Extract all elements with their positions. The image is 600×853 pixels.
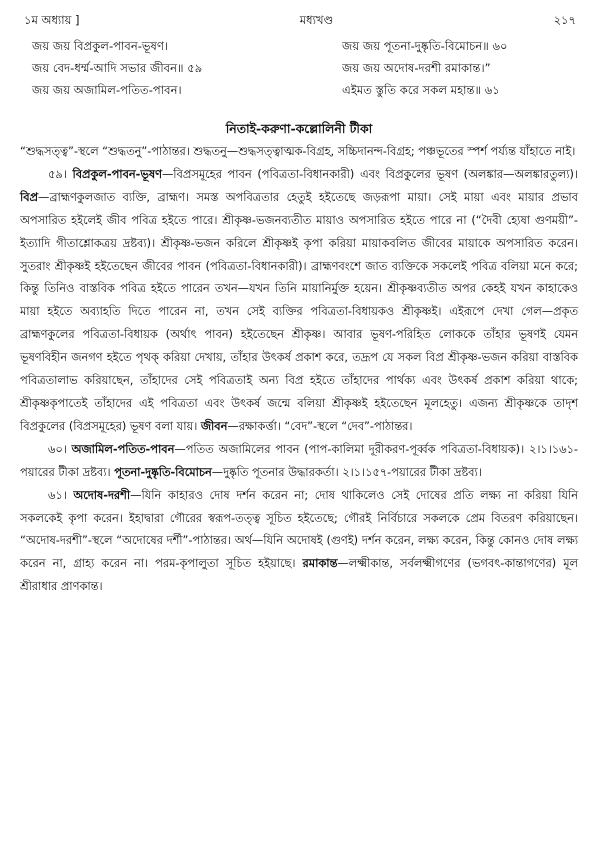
commentary-term: অজামিল-পতিত-পাবন — [71, 441, 175, 456]
verse-row — [20, 58, 578, 80]
commentary-term: বিপ্র — [20, 189, 39, 204]
commentary-text: “শুদ্ধসত্ত্ব”-স্থলে “শুদ্ধতনু”-পাঠান্তর। শুদ্ধতনু—শুদ্ধসত্ত্বাত্মক-বিগ্রহ, সচ্চিদানন্দ-বিগ্রহ; পঞ্চভূতের স্পর্শ পর্য্যন্ত যাঁহাতে নাই। — [20, 144, 576, 158]
verse-row — [20, 36, 578, 58]
commentary-paragraph — [20, 484, 578, 599]
commentary-body — [20, 140, 578, 598]
commentary-title: নিতাই-করুণা-কল্লোলিনী টীকা — [225, 121, 373, 136]
section-label: মধ্যখণ্ড — [299, 13, 334, 27]
verse-row — [20, 80, 578, 102]
commentary-text: —লক্ষ্মীকান্ত, সর্বলক্ষ্মীগণের (ভগবৎ-কান্তাগণের) মূল শ্রীরাধার প্রাণকান্ত। — [20, 556, 578, 594]
commentary-text: —রক্ষাকর্ত্তা। “বেদ”-স্থলে “দেব”-পাঠান্তর। — [227, 418, 413, 433]
verse-line: জয় জয় অদোষ-দরশী রমাকান্ত।” — [342, 60, 491, 75]
page-number: ২১৭ — [553, 13, 576, 27]
commentary-term: বিপ্রকুল-পাবন-ভূষণ — [72, 166, 162, 181]
commentary-paragraph — [20, 163, 578, 438]
page-header — [20, 12, 578, 32]
commentary-text: —পতিত অজামিলের পাবন (পাপ-কালিমা দূরীকরণ-পূর্ব্বক পবিত্রতা-বিধায়ক)। ২।১।১৬১-পয়ারের টীকা দ্রষ্টব্য। — [20, 441, 578, 479]
commentary-term: জীবন — [200, 418, 228, 433]
commentary-term: অদোষ-দরশী — [73, 487, 131, 502]
verse-block — [20, 36, 578, 102]
verse-line: জয় বেদ-ধর্ম্ম-আদি সভার জীবন॥ ৫৯ — [32, 60, 203, 75]
verse-line: জয় জয় পূতনা-দুষ্কৃতি-বিমোচন॥ ৬০ — [342, 38, 508, 53]
commentary-text: ৬০। — [48, 441, 72, 456]
commentary-paragraph — [20, 140, 578, 163]
commentary-text: —যিনি কাহারও দোষ দর্শন করেন না; দোষ থাকিলেও সেই দোষের প্রতি লক্ষ্য না করিয়া যিনি সকলকেই কৃপা করেন। ইহাদ্বারা গৌরের স্বরূপ-তত্ত্ব সূচিত হইতেছে; গৌরই নির্বিচারে সকলকে প্রেম বিতরণ করিয়াছেন। “অদোষ-দরশী”-স্থলে “অদোষের দর্শী”-পাঠান্তর। অর্থ—যিনি অদোষই (গুণই) দর্শন করেন, লক্ষ্য করেন, কিন্তু কোনও দোষ লক্ষ্য করেন না, গ্রাহ্য করেন না। পরম-কৃপালুতা সূচিত হইয়াছে। — [20, 487, 578, 571]
chapter-label: ১ম অধ্যায় ] — [24, 13, 80, 27]
commentary-text: —দুষ্কৃতি পূতনার উদ্ধারকর্তা। ২।১।১৫৭-পয়ারের টীকা দ্রষ্টব্য। — [211, 464, 482, 479]
commentary-text: ৬১। — [48, 487, 74, 502]
commentary-term: রমাকান্ত — [302, 556, 338, 571]
commentary-text: —বিপ্রসমূহের পাবন (পবিত্রতা-বিধানকারী) এবং বিপ্রকুলের ভূষণ (অলঙ্কার—অলঙ্কারতুল্য)। — [161, 166, 578, 181]
commentary-term: পূতনা-দুষ্কৃতি-বিমোচন — [114, 464, 212, 479]
commentary-text: —ব্রাহ্মণকুলজাত ব্যক্তি, ব্রাহ্মণ। সমস্ত অপবিত্রতার হেতুই হইতেছে জড়রূপা মায়া। সেই মায়া এবং মায়ার প্রভাব অপসারিত হইলেই জীব পবিত্র হইতে পারে। শ্রীকৃষ্ণ-ভজনব্যতীত মায়াও অপসারিত হইতে পারে না (“দৈবী হ্যেষা গুণময়ী”-ইত্যাদি গীতাশ্লোকত্রয় দ্রষ্টব্য)। শ্রীকৃষ্ণ-ভজন করিলে শ্রীকৃষ্ণই কৃপা করিয়া মায়াকবলিত জীবের মায়াকে অপসারিত করেন। সুতরাং শ্রীকৃষ্ণই হইতেছেন জীবের পাবন (পবিত্রতা-বিধানকারী)। ব্রাহ্মণবংশে জাত ব্যক্তিকে সকলেই পবিত্র বলিয়া মনে করে; কিন্তু তিনিও বাস্তবিক পবিত্র হইতে পারেন তখন—যখন তিনি মায়ানির্মুক্ত হয়েন। শ্রীকৃষ্ণব্যতীত অপর কেহই যখন কাহাকেও মায়া হইতে অব্যাহতি দিতে পারেন না, তখন সেই ব্যক্তির পবিত্রতা-বিধায়কও শ্রীকৃষ্ণই। এইরূপে দেখা গেল—প্রকৃত ব্রাহ্মণকুলের পবিত্রতা-বিধায়ক (অর্থাৎ পাবন) হইতেছেন শ্রীকৃষ্ণ। আবার ভূষণ-পরিহিত লোককে তাঁহার ভূষণই যেমন ভূষণবিহীন জনগণ হইতে পৃথক্ করিয়া দেখায়, তাঁহার উৎকর্ষ প্রকাশ করে, তদ্রূপ যে সকল বিপ্র শ্রীকৃষ্ণ-ভজন করিয়া বাস্তবিক পবিত্রতালাভ করিয়াছেন, তাঁহাদের সেই পবিত্রতাই অন্য বিপ্র হইতে তাঁহাদের পার্থক্য এবং উৎকর্ষ প্রকাশ করিয়া থাকে; শ্রীকৃষ্ণকৃপাতেই তাঁহাদের এই পবিত্রতা এবং উৎকর্ষ জন্মে বলিয়া শ্রীকৃষ্ণই হইতেছেন মূলহেতু। এজন্য শ্রীকৃষ্ণকে তাদৃশ বিপ্রকুলের (বিপ্রসমূহের) ভূষণ বলা যায়। — [20, 189, 578, 433]
verse-line: এইমত স্তুতি করে সকল মহান্ত॥ ৬১ — [342, 82, 500, 97]
verse-line: জয় জয় অজামিল-পতিত-পাবন। — [32, 82, 182, 97]
commentary-paragraph — [20, 438, 578, 484]
commentary-text: ৫৯। — [48, 166, 73, 181]
verse-line: জয় জয় বিপ্রকুল-পাবন-ভূষণ। — [32, 38, 169, 53]
